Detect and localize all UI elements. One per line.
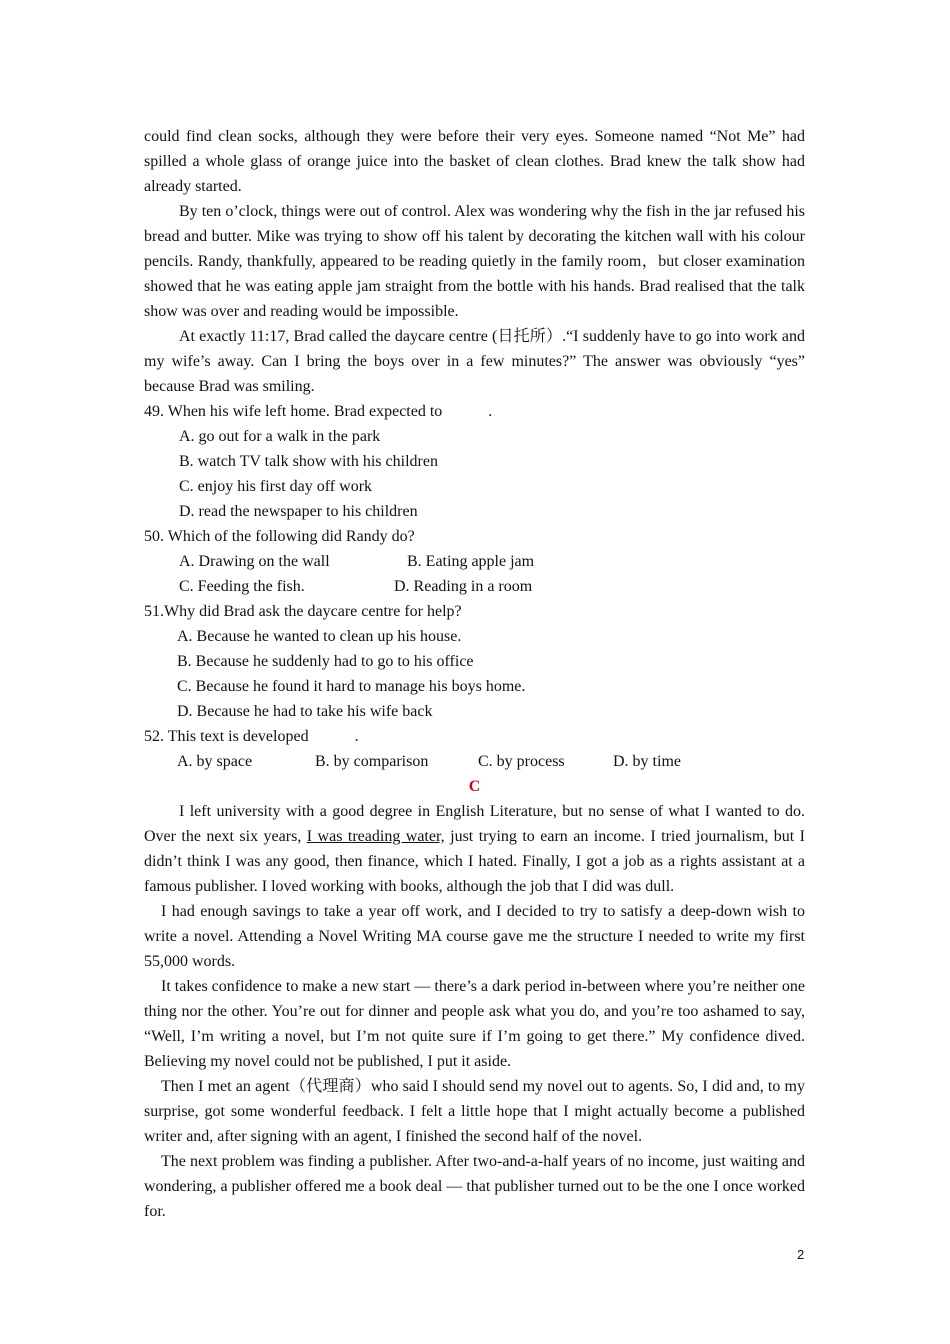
question-49: [144, 399, 805, 424]
question-52: [144, 724, 805, 749]
passage-b-paragraph-3: At exactly 11:17, Brad called the daycare centre (日托所）.“I suddenly have to go into work and my wife’s away. Can I bring the boys over in a few minutes?” The answer was obviously “yes” because Brad was smiling.: [144, 328, 805, 395]
question-50-options-row-1: [144, 549, 805, 574]
question-51-option-a: A. Because he wanted to clean up his house.: [177, 628, 462, 645]
question-49-option-c: C. enjoy his first day off work: [179, 478, 373, 495]
section-c-heading: C: [468, 778, 481, 795]
question-52-option-d: D. by time: [613, 753, 681, 770]
question-50-option-c: C. Feeding the fish.: [179, 578, 305, 595]
question-50-option-a: A. Drawing on the wall: [179, 553, 330, 570]
passage-b-paragraph-1: could find clean socks, although they were before their very eyes. Someone named “Not Me” had spilled a whole glass of orange juice into the basket of clean clothes. Brad knew the talk show had already started.: [144, 128, 805, 195]
question-50-option-d: D. Reading in a room: [394, 578, 533, 595]
question-51-option-d: D. Because he had to take his wife back: [177, 703, 433, 720]
question-50-stem: 50. Which of the following did Randy do?: [144, 528, 415, 545]
passage-b-paragraph-2: By ten o’clock, things were out of control. Alex was wondering why the fish in the jar refused his bread and butter. Mike was trying to show off his talent by decorating the kitchen wall with his colour pencils. Randy, thankfully, appeared to be reading quietly in the family room，but closer examination showed that he was eating apple jam straight from the bottle with his hands. Brad realised that the talk show was over and reading would be impossible.: [144, 203, 805, 320]
page-content: [144, 124, 805, 1224]
question-49-end: .: [488, 403, 493, 420]
underlined-phrase: I was treading water,: [306, 828, 445, 845]
question-50-option-b: B. Eating apple jam: [407, 553, 535, 570]
question-52-option-c: C. by process: [478, 753, 565, 770]
section-c-paragraph-2: I had enough savings to take a year off work, and I decided to try to satisfy a deep-down wish to write a novel. Attending a Novel Writing MA course gave me the structure I needed to write my first 55,000 words.: [144, 903, 805, 970]
question-49-option-b: B. watch TV talk show with his children: [179, 453, 438, 470]
section-c-p1-start: I left university with a good degree in English Literature, but no sense of what I wanted to do. Over the next six years,: [144, 803, 805, 845]
question-52-option-a: A. by space: [177, 753, 253, 770]
section-c-paragraph-5: The next problem was finding a publisher. After two-and-a-half years of no income, just waiting and wondering, a publisher offered me a book deal — that publisher turned out to be the one I once worked for.: [144, 1153, 805, 1220]
question-52-stem: 52. This text is developed: [144, 728, 309, 745]
question-52-end: .: [354, 728, 359, 745]
question-49-stem: 49. When his wife left home. Brad expected to: [144, 403, 443, 420]
question-51-stem: 51.Why did Brad ask the daycare centre for help?: [144, 603, 462, 620]
question-51-option-c: C. Because he found it hard to manage his boys home.: [177, 678, 526, 695]
question-51-option-b: B. Because he suddenly had to go to his office: [177, 653, 474, 670]
section-c-p1-end: just trying to earn an income. I tried journalism, but I didn’t think I was any good, then finance, which I hated. Finally, I got a job as a rights assistant at a famous publisher. I loved working with books, although the job that I did was dull.: [144, 828, 806, 895]
section-c-paragraph-1: [144, 799, 805, 899]
question-49-option-d: D. read the newspaper to his children: [179, 503, 418, 520]
question-52-option-b: B. by comparison: [315, 753, 429, 770]
section-c-paragraph-4: Then I met an agent（代理商）who said I should send my novel out to agents. So, I did and, to my surprise, got some wonderful feedback. I felt a little hope that I might actually become a published writer and, after signing with an agent, I finished the second half of the novel.: [144, 1078, 805, 1145]
section-c-paragraph-3: It takes confidence to make a new start — there’s a dark period in-between where you’re neither one thing nor the other. You’re out for dinner and people ask what you do, and you’re too ashamed to say, “Well, I’m writing a novel, but I’m not quite sure if I’m going to get there.” My confidence dived. Believing my novel could not be published, I put it aside.: [144, 978, 805, 1070]
question-50-options-row-2: [144, 574, 805, 599]
question-52-options-row: [144, 749, 805, 774]
question-49-option-a: A. go out for a walk in the park: [179, 428, 381, 445]
page-number: 2: [797, 1247, 805, 1262]
